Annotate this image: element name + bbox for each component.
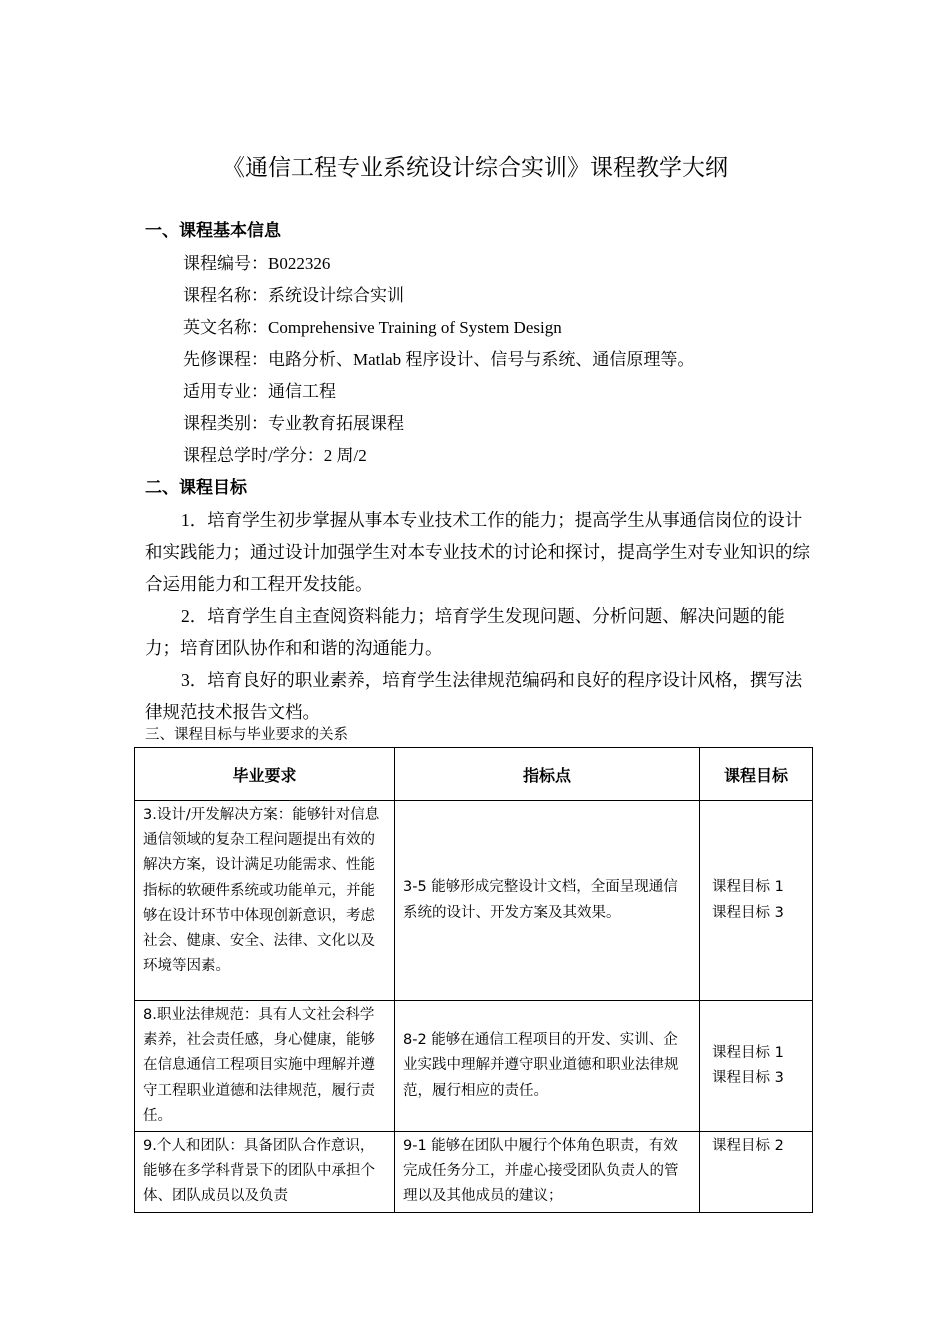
course-goal-2 bbox=[145, 600, 815, 665]
indicator-cell: 9-1 能够在团队中履行个体角色职责，有效完成任务分工，并虚心接受团队负责人的管理以及其他成员的建议； bbox=[395, 1132, 700, 1213]
table-row bbox=[135, 1132, 813, 1213]
course-goal-ref: 课程目标 1 bbox=[712, 1044, 784, 1061]
goal-requirement-table bbox=[134, 747, 813, 1213]
info-course-category: 课程类别：专业教育拓展课程 bbox=[183, 414, 404, 433]
course-goal-cell bbox=[700, 1132, 813, 1213]
info-prerequisites: 先修课程：电路分析、Matlab 程序设计、信号与系统、通信原理等。 bbox=[183, 350, 695, 369]
table-row bbox=[135, 1001, 813, 1132]
section-heading-course-goals: 二、课程目标 bbox=[145, 478, 247, 498]
goal-text: 培育良好的职业素养，培育学生法律规范编码和良好的程序设计风格，撰写法律规范技术报告文档。 bbox=[145, 671, 803, 723]
section-heading-basic-info: 一、课程基本信息 bbox=[145, 221, 281, 241]
course-goal-ref: 课程目标 3 bbox=[712, 904, 784, 921]
table-row bbox=[135, 801, 813, 1001]
course-goal-ref: 课程目标 3 bbox=[712, 1070, 784, 1086]
course-goal-cell bbox=[700, 801, 813, 1001]
goal-number: 1． bbox=[181, 510, 208, 530]
info-course-name: 课程名称：系统设计综合实训 bbox=[183, 286, 404, 305]
info-english-name: 英文名称：Comprehensive Training of System Design bbox=[183, 318, 562, 337]
info-hours-credits: 课程总学时/学分：2 周/2 bbox=[183, 446, 367, 465]
goal-text: 培育学生初步掌握从事本专业技术工作的能力；提高学生从事通信岗位的设计和实践能力；通过设计加强学生对本专业技术的讨论和探讨，提高学生对专业知识的综合运用能力和工程开发技能。 bbox=[145, 511, 810, 595]
column-header-indicator: 指标点 bbox=[395, 748, 700, 801]
goal-text: 培育学生自主查阅资料能力；培育学生发现问题、分析问题、解决问题的能力；培育团队协作和和谐的沟通能力。 bbox=[145, 607, 785, 659]
course-goal-1 bbox=[145, 504, 815, 601]
column-header-requirement: 毕业要求 bbox=[135, 748, 395, 801]
table-header-row bbox=[135, 748, 813, 801]
requirement-cell: 9.个人和团队：具备团队合作意识，能够在多学科背景下的团队中承担个体、团队成员以及负责 bbox=[135, 1132, 395, 1213]
course-goal-ref: 课程目标 2 bbox=[712, 1138, 784, 1155]
info-course-code: 课程编号：B022326 bbox=[183, 254, 331, 273]
course-goal-cell bbox=[700, 1001, 813, 1132]
indicator-cell: 8-2 能够在通信工程项目的开发、实训、企业实践中理解并遵守职业道德和职业法律规范，履行相应的责任。 bbox=[395, 1001, 700, 1132]
requirement-cell: 3.设计/开发解决方案：能够针对信息通信领域的复杂工程问题提出有效的解决方案，设计满足功能需求、性能指标的软硬件系统或功能单元，并能够在设计环节中体现创新意识，考虑社会、健康、安全、法律、文化以及环境等因素。 bbox=[135, 801, 395, 1001]
requirement-cell: 8.职业法律规范：具有人文社会科学素养，社会责任感，身心健康，能够在信息通信工程项目实施中理解并遵守工程职业道德和法律规范，履行责任。 bbox=[135, 1001, 395, 1132]
info-applicable-major: 适用专业：通信工程 bbox=[183, 382, 336, 401]
goal-number: 2． bbox=[181, 606, 208, 626]
course-goal-ref: 课程目标 1 bbox=[712, 879, 784, 896]
page-title: 《通信工程专业系统设计综合实训》课程教学大纲 bbox=[222, 155, 728, 181]
indicator-cell: 3-5 能够形成完整设计文档，全面呈现通信系统的设计、开发方案及其效果。 bbox=[395, 801, 700, 1001]
column-header-course-goal: 课程目标 bbox=[700, 748, 813, 801]
relation-table-caption: 三、课程目标与毕业要求的关系 bbox=[145, 727, 348, 743]
course-goal-3 bbox=[145, 664, 815, 729]
goal-number: 3． bbox=[181, 670, 208, 690]
